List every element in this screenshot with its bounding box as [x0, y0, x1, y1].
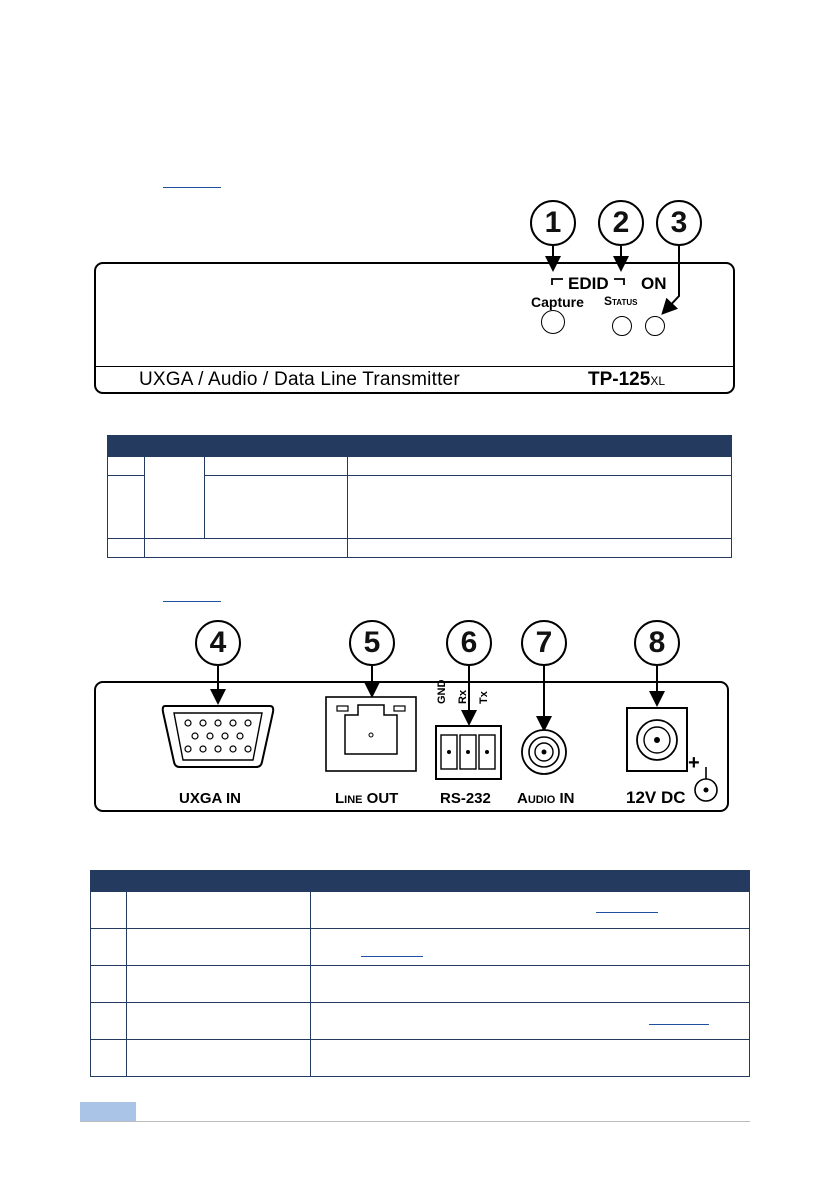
- status-label: Status: [604, 294, 638, 308]
- rs232-pin-gnd: GND: [436, 679, 448, 704]
- table-header-row: [91, 871, 750, 892]
- table-row: [91, 892, 750, 929]
- audio-in-label: Audio IN: [517, 790, 575, 807]
- callout-4: 4: [195, 620, 241, 666]
- uxga-in-label: UXGA IN: [179, 790, 241, 807]
- rca-audio-jack-icon: [522, 730, 566, 774]
- rs232-terminal-icon: [436, 726, 501, 779]
- callout-6: 6: [446, 620, 492, 666]
- callout-1: 1: [530, 200, 576, 246]
- rear-panel-table: [90, 870, 750, 1077]
- table-row: [91, 1003, 750, 1040]
- edid-label: EDID: [568, 274, 609, 293]
- product-description: UXGA / Audio / Data Line Transmitter: [139, 369, 460, 390]
- on-label: ON: [641, 274, 667, 293]
- table-row: [91, 929, 750, 966]
- callout-7: 7: [521, 620, 567, 666]
- model-suffix: XL: [650, 374, 665, 388]
- footer-rule: [80, 1121, 750, 1122]
- table-row: [91, 966, 750, 1003]
- table-row: [91, 1040, 750, 1077]
- callout-3: 3: [656, 200, 702, 246]
- capture-label: Capture: [531, 294, 584, 310]
- callout-2: 2: [598, 200, 644, 246]
- line-out-label: Line OUT: [335, 790, 399, 807]
- rs232-label: RS-232: [440, 790, 491, 807]
- vga-connector-icon: [163, 706, 273, 767]
- rj45-connector-icon: [326, 697, 416, 771]
- dc-input-label: 12V DC: [626, 788, 686, 807]
- polarity-icon: [695, 767, 717, 801]
- rs232-pin-rx: Rx: [457, 689, 469, 704]
- page-number-box: [80, 1102, 136, 1122]
- callout-5: 5: [349, 620, 395, 666]
- row-link[interactable]: [596, 912, 658, 913]
- dc-power-jack-icon: [627, 708, 687, 771]
- rs232-pin-tx: Tx: [478, 691, 490, 704]
- row-link[interactable]: [649, 1024, 709, 1025]
- callout-8: 8: [634, 620, 680, 666]
- model-name: TP-125XL: [588, 369, 665, 390]
- polarity-plus: +: [688, 752, 700, 774]
- row-link[interactable]: [361, 956, 423, 957]
